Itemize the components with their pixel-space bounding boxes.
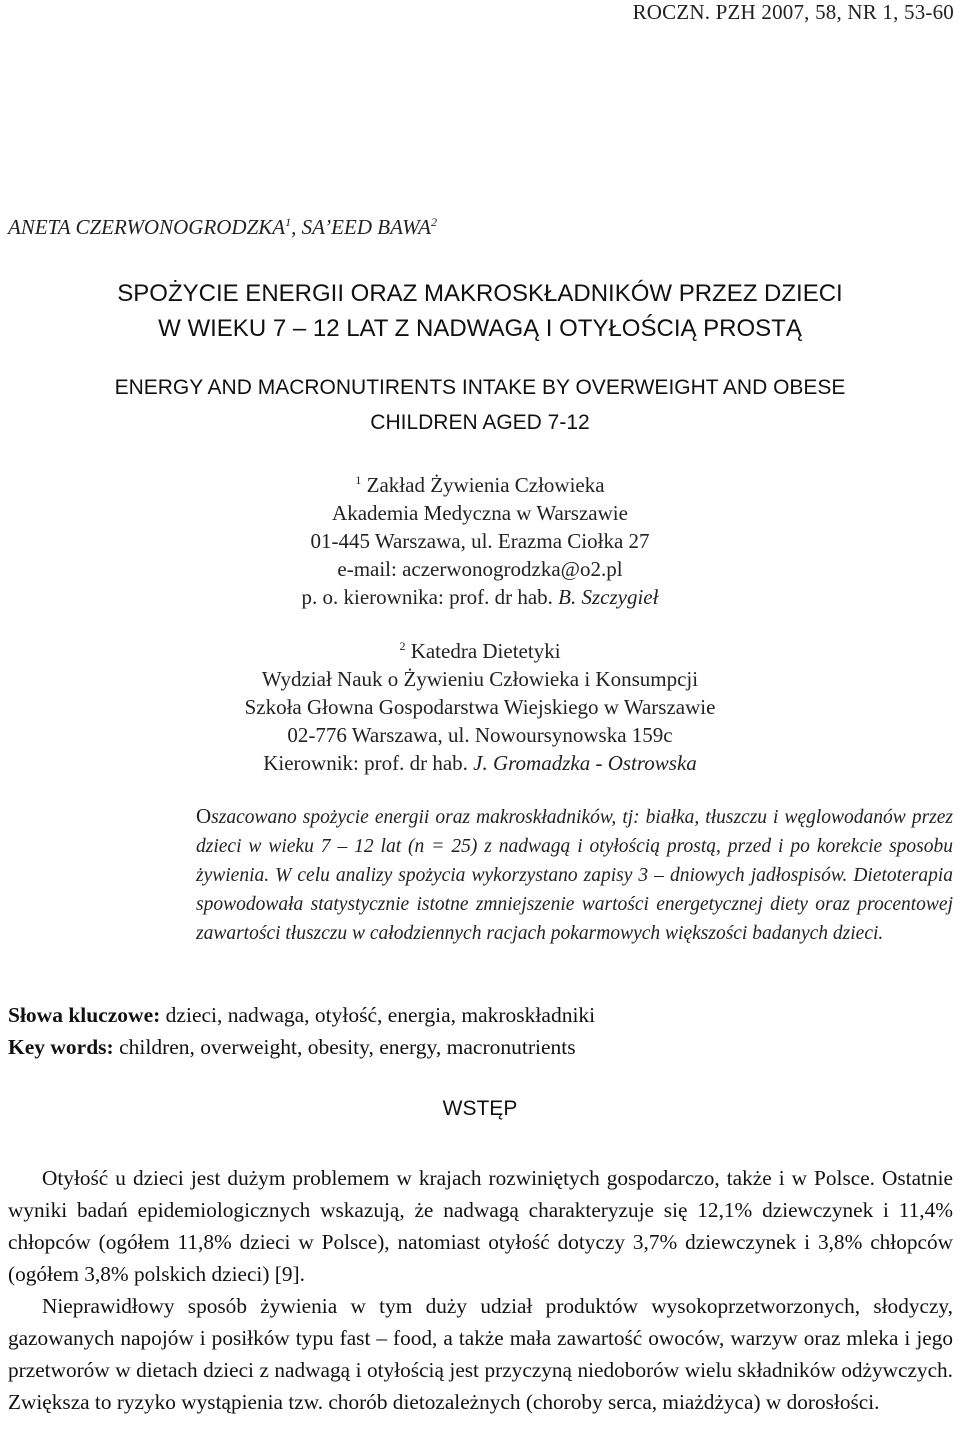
section-heading: WSTĘP [442,1097,518,1120]
affiliation-unit: Zakład Żywienia Człowieka [361,473,605,497]
abstract-initial: O [196,804,212,828]
keywords-block [8,999,953,1063]
author-separator: , [291,215,302,239]
title-line: SPOŻYCIE ENERGII ORAZ MAKROSKŁADNIKÓW PRZEZ DZIECI [117,280,843,307]
paragraph: Otyłość u dzieci jest dużym problemem w krajach rozwiniętych gospodarczo, także i w Polsce. Ostatnie wyniki badań epidemiologicznych wskazują, że nadwagą charakteryzuje się 12,1% dziewczynek i 11,4% chłopców (ogółem 11,8% dzieci w Polsce), natomiast otyłość dotyczy 3,7% dziewczynek i 3,8% chłopców (ogółem 3,8% polskich dzieci) [9]. [8,1166,953,1286]
author-name: SA’EED BAWA [301,215,431,239]
title-line: ENERGY AND MACRONUTIRENTS INTAKE BY OVERWEIGHT AND OBESE [114,376,846,399]
title-line: W WIEKU 7 – 12 LAT Z NADWAGĄ I OTYŁOŚCIĄ PROSTĄ [158,315,802,342]
affiliation-marker: 1 [285,215,292,229]
affiliation-address: 01-445 Warszawa, ul. Erazma Ciołka 27 [310,529,650,553]
keywords-polish [8,999,953,1031]
title-english [0,370,960,440]
affiliation-line: Szkoła Głowna Gospodarstwa Wiejskiego w Warszawie [244,695,716,719]
author-name: ANETA CZERWONOGRODZKA [8,215,286,239]
title-polish [0,276,960,346]
journal-reference: ROCZN. PZH 2007, 58, NR 1, 53-60 [632,0,954,24]
affiliation-line: Akademia Medyczna w Warszawie [332,501,628,525]
affiliation-head [0,749,960,777]
affiliation-2 [0,632,960,777]
affiliation-marker: 2 [430,215,437,229]
head-name: J. Gromadzka - Ostrowska [473,751,697,775]
affiliation-marker: 1 [355,473,362,487]
affiliation-email: e-mail: aczerwonogrodzka@o2.pl [337,557,623,581]
keywords-label: Słowa kluczowe: [8,1003,161,1027]
affiliation-head [0,583,960,611]
affiliation-address: 02-776 Warszawa, ul. Nowoursynowska 159c [287,723,673,747]
keywords-text: children, overweight, obesity, energy, macronutrients [113,1035,576,1059]
affiliation-1 [0,466,960,611]
abstract-text: szacowano spożycie energii oraz makroskładników, tj: białka, tłuszczu i węglowodanów przez dzieci w wieku 7 – 12 lat (n = 25) z nadwagą i otyłością prostą, przed i po korekcie sposobu żywienia. W celu analizy spożycia wykorzystano zapisy 3 – dniowych jadłospisów. Dietoterapia spowodowała statystycznie istotne zmniejszenie wartości energetycznej diety oraz procentowej zawartości tłuszczu w całodziennych racjach pokarmowych większości badanych dzieci. [196,807,953,944]
affiliation-line: Wydział Nauk o Żywieniu Człowieka i Konsumpcji [261,667,699,691]
paragraph: Nieprawidłowy sposób żywienia w tym duży udział produktów wysokoprzetworzonych, słodyczy, gazowanych napojów i posiłków typu fast – food, a także mała zawartość owoców, warzyw oraz mleka i jego przetworów w dietach dzieci z nadwagą i otyłością jest przyczyną niedoborów wielu składników odżywczych. Zwiększa to ryzyko wystąpienia tzw. chorób dietozależnych (choroby serca, miażdżyca) w dorosłości. [8,1294,953,1414]
head-title: p. o. kierownika: prof. dr hab. [301,585,559,609]
body-text [8,1162,953,1418]
affiliation-line [0,632,960,665]
head-title: Kierownik: prof. dr hab. [263,751,474,775]
keywords-text: dzieci, nadwaga, otyłość, energia, makroskładniki [160,1003,596,1027]
affiliation-marker: 2 [399,639,406,653]
author-list [8,215,437,240]
keywords-english [8,1031,953,1063]
keywords-label: Key words: [8,1035,114,1059]
abstract [196,802,953,948]
affiliation-unit: Katedra Dietetyki [405,639,561,663]
affiliation-line [0,466,960,499]
title-line: CHILDREN AGED 7-12 [370,411,590,434]
head-name: B. Szczygieł [558,585,659,609]
